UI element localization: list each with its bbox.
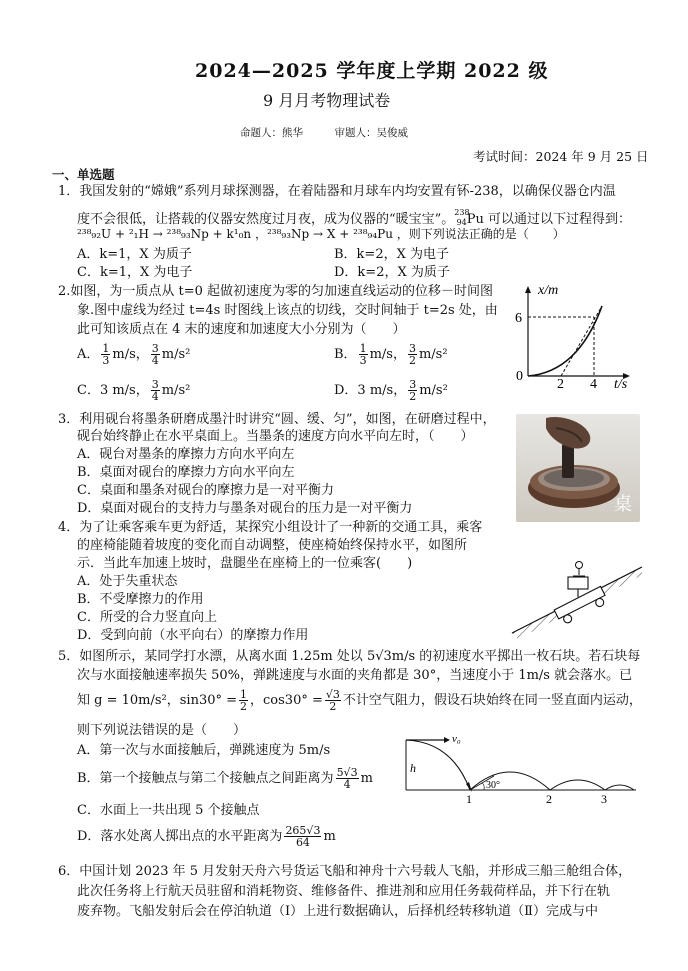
q2-graph-ylabel: x/m xyxy=(538,283,559,298)
q2-c-unit-a: m/s² xyxy=(161,383,191,398)
q2-d-label: D．3 m/s， xyxy=(334,383,407,398)
q2-a-unit-a: m/s² xyxy=(161,347,191,362)
q5-frac-cos: $\frac{√3}{2}$ xyxy=(325,688,340,713)
q4-slope-figure xyxy=(508,545,646,645)
q3-option-c: C．桌面和墨条对砚台的摩擦力是一对平衡力 xyxy=(77,483,334,498)
q5-h-label: h xyxy=(410,761,416,775)
q5-option-d xyxy=(77,824,336,850)
q5-line3c: 不计空气阻力，假设石块始终在同一竖直面内运动， xyxy=(342,693,642,708)
q5-line3a: 知 g = 10m/s²，sin30° = xyxy=(77,693,238,708)
q5-line1: 5．如图所示，某同学打水漂，从离水面 1.25m 处以 5√3m/s 的初速度水平掷出一枚石块。若石块每 xyxy=(58,649,641,664)
q2-option-b xyxy=(334,343,448,366)
q2-option-a xyxy=(77,343,190,366)
q3-option-d: D．桌面对砚台的支持力与墨条对砚台的压力是一对平衡力 xyxy=(77,501,413,516)
q2-d-frac-a: $\frac{3}{2}$ xyxy=(409,378,417,403)
q1-line2: 度不会很低，让搭载的仪器安然度过月夜，成为仪器的“暖宝宝”。$^{238}_{94}$Pu 可以通过以下过程得到： xyxy=(77,208,632,227)
q5-point-1: 1 xyxy=(466,792,472,806)
q2-d-unit-a: m/s² xyxy=(419,383,448,398)
q5-line2: 次与水面接触速率损失 50%，弹跳速度与水面的夹角都是 30°，当速度小于 1m/s 就会落水。已 xyxy=(77,668,633,683)
q5-option-b xyxy=(77,766,373,792)
q2-graph-ytick: 6 xyxy=(515,311,522,326)
q1-line2-text: 度不会很低，让搭载的仪器安然度过月夜，成为仪器的“暖宝宝”。 xyxy=(77,212,455,227)
q5-b-frac: $\frac{5√3}{4}$ xyxy=(336,766,358,791)
q4-line2: 的座椅能随着坡度的变化而自动调整，使座椅始终保持水平，如图所 xyxy=(77,538,468,553)
q2-b-frac-a: $\frac{3}{2}$ xyxy=(408,342,416,367)
exam-subtitle: 9 月月考物理试卷 xyxy=(263,91,391,110)
q4-option-a: A．处于失重状态 xyxy=(77,574,178,589)
q5-b-text: B．第一个接触点与第二个接触点之间距离为 xyxy=(77,771,334,786)
q2-b-unit-v: m/s， xyxy=(369,347,406,362)
q3-line1: 3．利用砚台将墨条研磨成墨汁时讲究“圆、缓、匀”，如图，在研磨过程中， xyxy=(58,412,496,427)
exam-time: 考试时间：2024 年 9 月 25 日 xyxy=(473,149,649,164)
q5-option-a: A．第一次与水面接触后，弹跳速度为 5m/s xyxy=(77,743,331,758)
q2-a-frac-v: $\frac{1}{3}$ xyxy=(102,342,110,367)
q4-option-c: C．所受的合力竖直向上 xyxy=(77,610,217,625)
q5-line3 xyxy=(77,688,642,714)
q1-option-c: C．k=1，X 为电子 xyxy=(77,265,193,280)
q2-line3: 此可知该质点在 4 末的速度和加速度大小分别为（ ） xyxy=(77,322,406,337)
q5-line4: 则下列说法错误的是（ ） xyxy=(77,723,247,738)
q5-b-unit: m xyxy=(360,771,373,786)
q2-b-frac-v: $\frac{1}{3}$ xyxy=(359,342,367,367)
exam-title: 2024—2025 学年度上学期 2022 级 xyxy=(195,60,549,82)
q1-option-a: A．k=1，X 为质子 xyxy=(77,247,192,262)
q4-option-b: B．不受摩擦力的作用 xyxy=(77,592,204,607)
q6-line1: 6．中国计划 2023 年 5 月发射天舟六号货运飞船和神舟十六号载人飞船，并形成三船三舱组合体， xyxy=(58,864,632,879)
q5-d-frac: $\frac{265√3}{64}$ xyxy=(285,824,321,849)
q5-d-text: D．落水处离人掷出点的水平距离为 xyxy=(77,829,283,844)
q1-line1: 1．我国发射的“嫦娥”系列月球探测器，在着陆器和月球车内均安置有钚-238，以确保仪器仓内温 xyxy=(58,184,616,199)
section-heading: 一、单选题 xyxy=(52,167,115,182)
q4-line1: 4．为了让乘客乘车更为舒适，某探究小组设计了一种新的交通工具，乘客 xyxy=(58,520,483,535)
authors-line: 命题人：熊华 审题人：吴俊威 xyxy=(240,127,408,139)
q1-line3: ²³⁸₉₂U + ²₁H → ²³⁸₉₃Np + k¹₀n ，²³⁸₉₃Np → X + ²³⁸₉₄Pu ，则下列说法正确的是（ ） xyxy=(77,227,565,241)
q2-option-c xyxy=(77,379,190,402)
q5-v0-label: v₀ xyxy=(452,733,461,745)
q2-line1: 2.如图，为一质点从 t=0 起做初速度为零的匀加速直线运动的位移－时间图 xyxy=(58,284,494,299)
q2-c-frac-a: $\frac{3}{4}$ xyxy=(151,378,159,403)
q4-option-d: D．受到向前（水平向右）的摩擦力作用 xyxy=(77,628,309,643)
q2-graph-origin: 0 xyxy=(516,369,523,384)
q2-graph-xtick-2: 2 xyxy=(557,377,564,392)
q2-option-d xyxy=(334,379,448,402)
q1-option-b: B．k=2，X 为电子 xyxy=(334,247,449,262)
q2-a-frac-a: $\frac{3}{4}$ xyxy=(151,342,159,367)
inkstone-photo xyxy=(516,414,640,522)
q5-point-3: 3 xyxy=(601,792,607,806)
q5-line3b: ，cos30° = xyxy=(250,693,323,708)
q4-line3: 示．当此车加速上坡时，盘腿坐在座椅上的一位乘客( ) xyxy=(77,556,413,571)
q2-c-label: C．3 m/s， xyxy=(77,383,149,398)
q5-angle-label: 30° xyxy=(486,780,500,791)
q5-frac-sin: $\frac{1}{2}$ xyxy=(240,688,248,713)
q5-d-unit: m xyxy=(323,829,336,844)
q3-option-b: B．桌面对砚台的摩擦力方向水平向左 xyxy=(77,465,295,480)
q2-xt-graph xyxy=(508,280,643,392)
q5-option-c: C．水面上一共出现 5 个接触点 xyxy=(77,803,260,818)
q5-skipping-stone-figure xyxy=(400,730,640,806)
q2-graph-xtick-4: 4 xyxy=(590,377,597,392)
q1-line2b: Pu 可以通过以下过程得到： xyxy=(466,212,632,227)
q5-point-2: 2 xyxy=(546,792,552,806)
q2-b-label: B． xyxy=(334,347,357,362)
q3-option-a: A．砚台对墨条的摩擦力方向水平向左 xyxy=(77,447,295,462)
table-label: 桌 xyxy=(614,494,632,515)
q2-a-unit-v: m/s， xyxy=(112,347,149,362)
q6-line2: 此次任务将上行航天员驻留和消耗物资、维修备件、推进剂和应用任务载荷样品，并下行在轨 xyxy=(77,884,611,899)
q2-b-unit-a: m/s² xyxy=(418,347,448,362)
q6-line3: 废弃物。飞船发射后会在停泊轨道（Ⅰ）上进行数据确认，后择机经转移轨道（Ⅱ）完成与中 xyxy=(77,904,598,919)
q2-graph-xlabel: t/s xyxy=(614,377,628,392)
q1-option-d: D．k=2，X 为质子 xyxy=(334,265,450,280)
q3-line2: 砚台始终静止在水平桌面上。当墨条的速度方向水平向左时，（ ） xyxy=(77,429,474,444)
q2-a-label: A． xyxy=(77,347,100,362)
q2-line2: 象.图中虚线为经过 t=4s 时图线上该点的切线，交时间轴于 t=2s 处，由 xyxy=(77,303,498,318)
